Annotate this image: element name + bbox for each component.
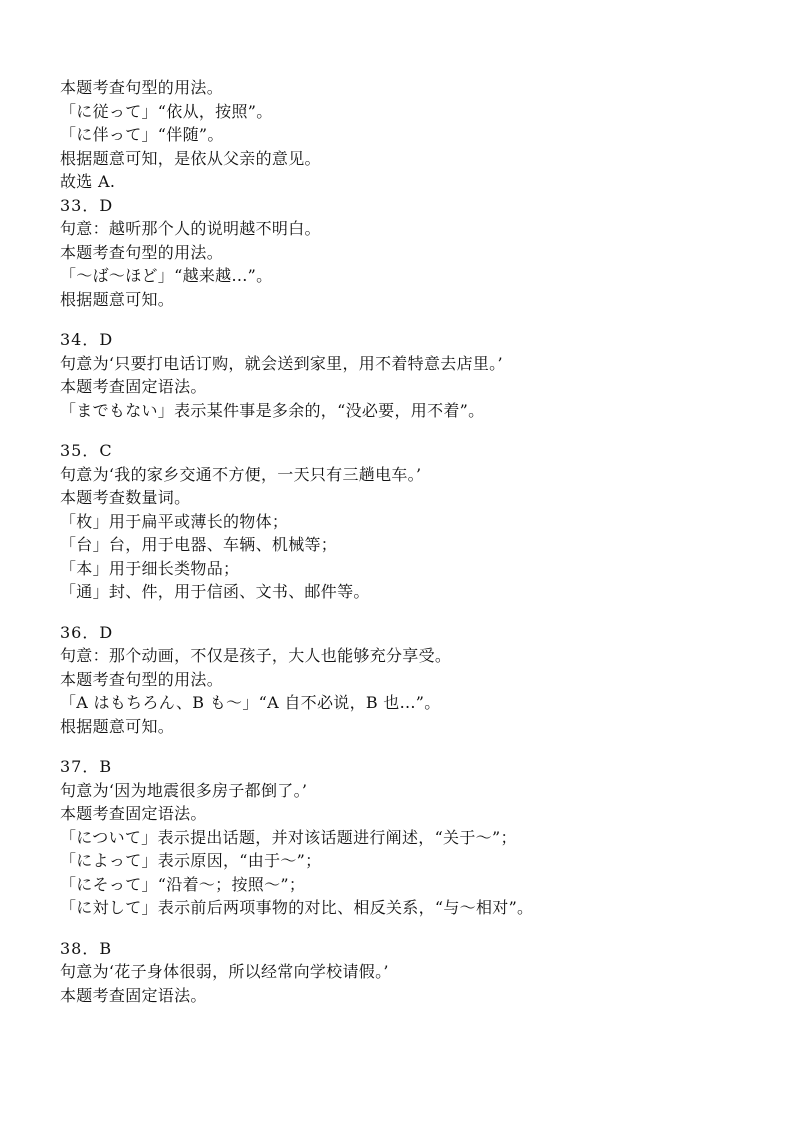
answer-block-37 xyxy=(60,755,780,920)
explanation-line: 句意为‘因为地震很多房子都倒了。’ xyxy=(60,780,308,800)
explanation-line: 「枚」用于扁平或薄长的物体； xyxy=(60,511,289,531)
explanation-line: 本题考查固定语法。 xyxy=(60,804,207,823)
explanation-line: 「に従って」“依从，按照”。 xyxy=(60,101,273,121)
explanation-line: 「通」封、件，用于信函、文书、邮件等。 xyxy=(60,582,370,601)
explanation-line: 根据题意可知。 xyxy=(60,289,175,309)
answer-block-38 xyxy=(60,937,780,1008)
explanation-line: 故选 A. xyxy=(60,172,116,191)
question-number: 33．D xyxy=(60,195,114,215)
explanation-line: 本题考查数量词。 xyxy=(60,488,191,507)
question-number: 35．C xyxy=(60,441,113,460)
explanation-line: 本题考查句型的用法。 xyxy=(60,242,224,262)
explanation-line: 本题考查句型的用法。 xyxy=(60,78,224,97)
explanation-line: 「に対して」表示前后两项事物的对比、相反关系，“与～相对”。 xyxy=(60,898,534,917)
block-spacer xyxy=(60,920,780,937)
explanation-line: 「までもない」表示某件事是多余的，“没必要，用不着”。 xyxy=(60,400,485,420)
answer-block-33 xyxy=(60,194,780,312)
question-number: 38．B xyxy=(60,938,113,958)
block-spacer xyxy=(60,738,780,755)
explanation-line: 句意为‘花子身体很弱，所以经常向学校请假。’ xyxy=(60,962,389,981)
explanation-line: 句意为‘我的家乡交通不方便，一天只有三趟电车。’ xyxy=(60,464,422,484)
explanation-line: 「本」用于细长类物品； xyxy=(60,558,240,578)
question-number: 34．D xyxy=(60,330,114,349)
explanation-line: 「A はもちろん、B も～」“A 自不必说，B 也...”。 xyxy=(60,693,441,712)
explanation-line: 根据题意可知。 xyxy=(60,716,175,736)
answer-block-continued xyxy=(60,76,780,194)
block-spacer xyxy=(60,604,780,621)
explanation-line: 「台」台，用于电器、车辆、机械等； xyxy=(60,535,338,554)
explanation-line: 本题考查固定语法。 xyxy=(60,377,207,396)
explanation-line: 句意：越听那个人的说明越不明白。 xyxy=(60,219,321,238)
explanation-line: 根据题意可知，是依从父亲的意见。 xyxy=(60,148,321,168)
block-spacer xyxy=(60,311,780,328)
explanation-line: 「にそって」“沿着～；按照～”； xyxy=(60,874,306,894)
explanation-line: 本题考查句型的用法。 xyxy=(60,669,224,689)
explanation-line: 「に伴って」“伴随”。 xyxy=(60,125,224,144)
question-number: 37．B xyxy=(60,757,113,776)
answer-explanations xyxy=(60,76,780,1007)
explanation-line: 「について」表示提出话题，并对该话题进行阐述，“关于～”； xyxy=(60,827,517,847)
answer-block-36 xyxy=(60,621,780,739)
question-number: 36．D xyxy=(60,622,114,642)
explanation-line: 本题考查固定语法。 xyxy=(60,985,207,1005)
explanation-line: 「によって」表示原因，“由于～”； xyxy=(60,851,322,870)
explanation-line: 「～ば～ほど」“越来越...”。 xyxy=(60,266,273,285)
answer-block-34 xyxy=(60,328,780,422)
explanation-line: 句意为‘只要打电话订购，就会送到家里，用不着特意去店里。’ xyxy=(60,353,503,373)
answer-block-35 xyxy=(60,439,780,604)
block-spacer xyxy=(60,422,780,439)
explanation-line: 句意：那个动画，不仅是孩子，大人也能够充分享受。 xyxy=(60,646,452,665)
